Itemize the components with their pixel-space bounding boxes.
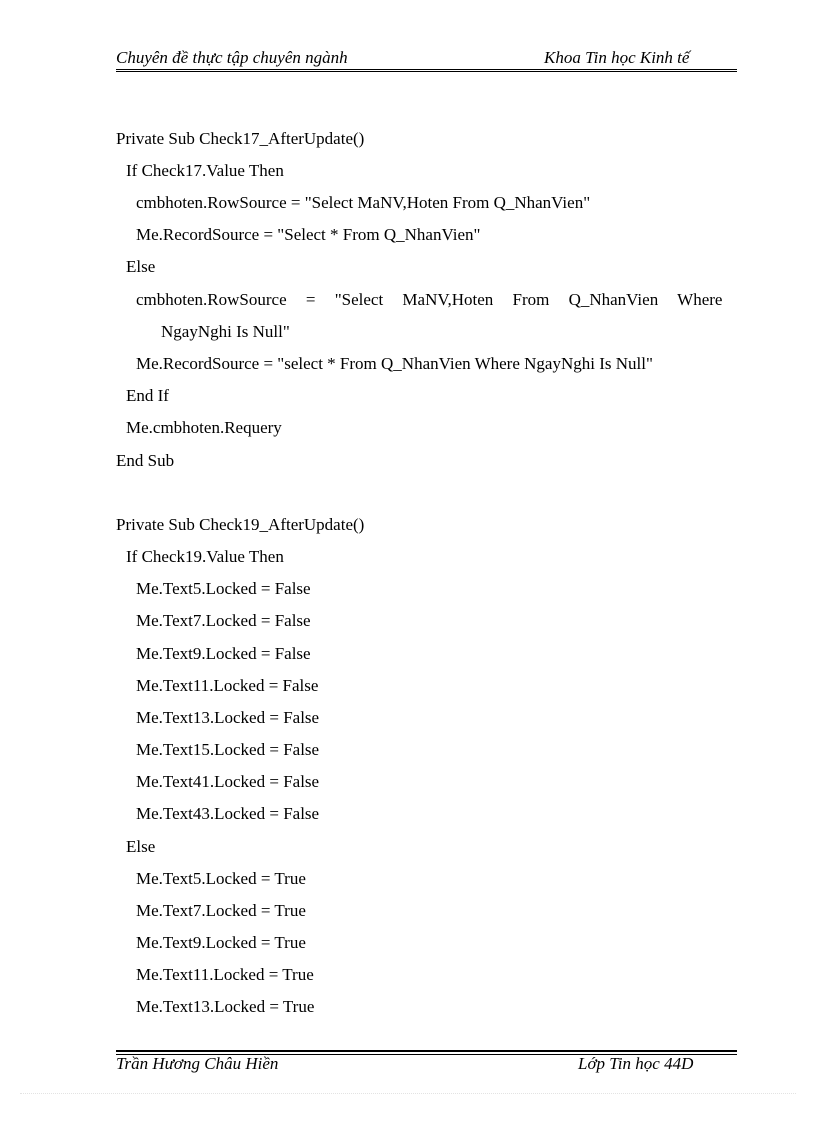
footer-left-text: Trần Hương Châu Hiền xyxy=(116,1054,279,1073)
code-line: Me.RecordSource = "Select * From Q_NhanVien" xyxy=(136,225,481,244)
code-line: cmbhoten.RowSource = "Select MaNV,Hoten From Q_NhanVien" xyxy=(136,193,591,212)
code-line: Me.Text9.Locked = True xyxy=(136,933,306,952)
code-line: Me.Text13.Locked = True xyxy=(136,997,315,1016)
code-line: End Sub xyxy=(116,451,175,470)
code-line: Me.Text13.Locked = False xyxy=(136,708,320,727)
code-line: Me.Text11.Locked = True xyxy=(136,965,314,984)
code-line: Me.Text11.Locked = False xyxy=(136,676,319,695)
code-line: Else xyxy=(126,257,156,276)
header-rule xyxy=(116,69,737,70)
page-footer xyxy=(116,1054,737,1076)
code-line: End If xyxy=(126,386,169,405)
code-line: cmbhoten.RowSource = "Select MaNV,Hoten From Q_NhanVien Where xyxy=(136,290,723,309)
footer-right-text: Lớp Tin học 44D xyxy=(578,1054,694,1073)
code-line: Me.RecordSource = "select * From Q_NhanVien Where NgayNghi Is Null" xyxy=(136,354,653,373)
code-line: Me.Text5.Locked = True xyxy=(136,869,306,888)
header-left-text: Chuyên đề thực tập chuyên ngành xyxy=(116,48,348,67)
code-line: If Check17.Value Then xyxy=(126,161,284,180)
code-line: Private Sub Check17_AfterUpdate() xyxy=(116,129,365,148)
header-rule-secondary xyxy=(116,71,737,72)
page-edge-dotted-line xyxy=(20,1093,796,1094)
code-line: NgayNghi Is Null" xyxy=(161,322,290,341)
code-line: Me.Text7.Locked = False xyxy=(136,611,311,630)
code-line: Me.cmbhoten.Requery xyxy=(126,418,282,437)
code-line: Private Sub Check19_AfterUpdate() xyxy=(116,515,365,534)
code-line: If Check19.Value Then xyxy=(126,547,284,566)
header-right-text: Khoa Tin học Kinh tế xyxy=(544,48,690,67)
code-line: Me.Text15.Locked = False xyxy=(136,740,320,759)
code-line: Me.Text5.Locked = False xyxy=(136,579,311,598)
code-line: Me.Text43.Locked = False xyxy=(136,804,320,823)
page-header xyxy=(116,48,737,70)
footer-rule xyxy=(116,1050,737,1052)
code-line: Else xyxy=(126,837,156,856)
code-line: Me.Text41.Locked = False xyxy=(136,772,320,791)
code-line: Me.Text7.Locked = True xyxy=(136,901,306,920)
code-line: Me.Text9.Locked = False xyxy=(136,644,311,663)
